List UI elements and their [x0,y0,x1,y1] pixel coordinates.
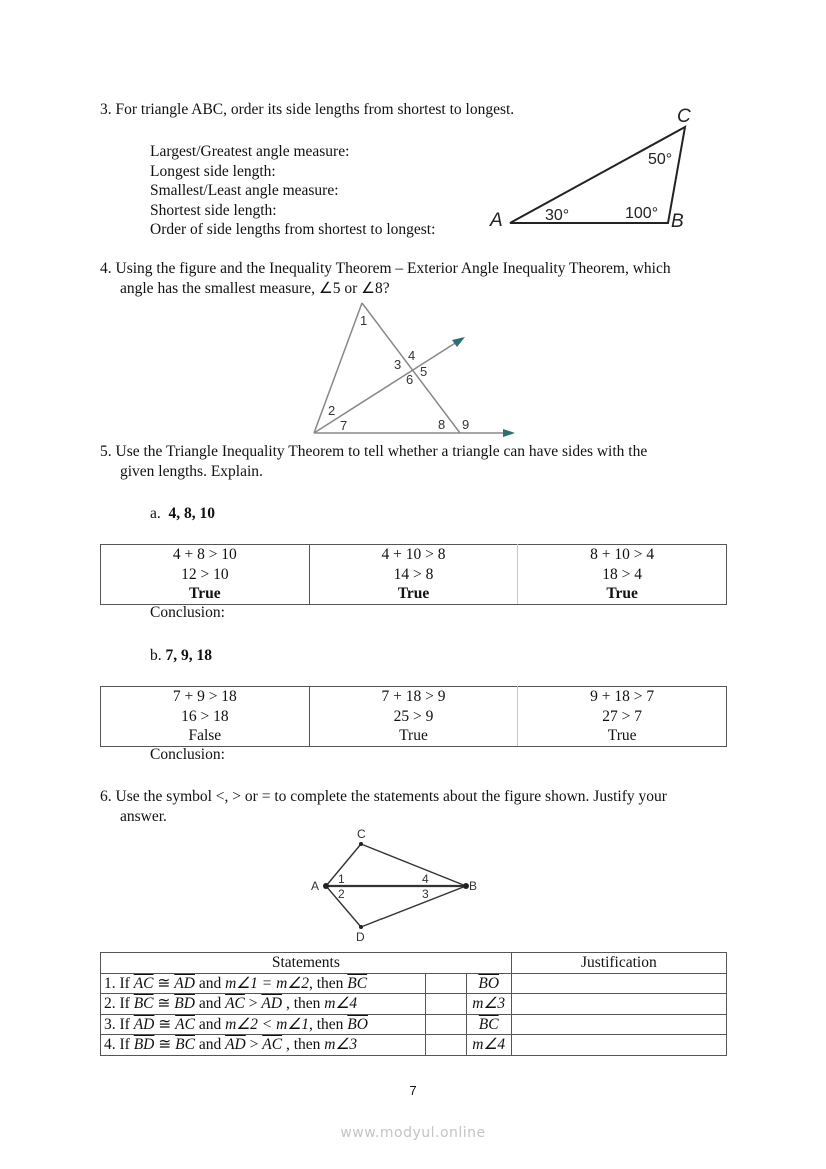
question-3: 3. For triangle ABC, order its side lengths from shortest to longest. [100,101,515,118]
statement-2 [101,994,426,1015]
segment: $\overline{BC}$ [347,974,368,992]
angle-4-label: 4 [422,872,429,886]
relation: ≅ [153,974,175,992]
segment: $\overline{BC}$ [478,1015,499,1033]
segment: $\overline{BC}$ [133,995,154,1012]
segment: $\overline{AC}$ [133,974,154,992]
point-a-dot [323,883,329,889]
then: , then [308,974,348,992]
question-5 [100,442,740,482]
segment: $\overline{AD}$ [174,974,195,992]
verdict: False [188,727,222,744]
header-justification: Justification [511,953,726,974]
segment: $\overline{BC}$ [175,1036,195,1053]
relation: ≅ [154,1036,176,1053]
inequality: 7 + 9 > 18 [172,688,237,705]
header-statements: Statements [101,953,512,974]
triangle-left-side [314,303,362,433]
justification-input-1[interactable] [511,973,726,994]
statement-3 [101,1014,426,1035]
question-6-line2: answer. [120,808,167,825]
part-b-heading [150,647,212,665]
segment: $\overline{AC}$ [175,1015,195,1033]
part-b-conclusion-label: Conclusion: [150,746,225,763]
angle-measure: m∠4 [324,995,358,1012]
vertex-a-label: A [490,210,503,231]
question-5-line1: 5. Use the Triangle Inequality Theorem to tell whether a triangle can have sides with the [100,443,648,460]
table-row [101,973,727,994]
question-4-line1: 4. Using the figure and the Inequality Theorem – Exterior Angle Inequality Theorem, which [100,260,671,277]
part-a-conclusion-label: Conclusion: [150,604,225,621]
statements-table [100,952,727,1056]
part-a-label: a. [150,505,161,522]
segment: $\overline{BD}$ [174,995,195,1012]
answer-input-4[interactable] [426,1035,467,1056]
inequality: 4 + 8 > 10 [172,546,237,563]
angle-5-label: 5 [420,364,428,379]
segment: $\overline{AD}$ [261,995,283,1012]
verdict: True [189,585,221,602]
answer-input-2[interactable] [426,994,467,1015]
relation: > [244,995,262,1012]
part-a-table [100,544,727,605]
segment-cb [361,844,466,886]
part-a-values: 4, 8, 10 [168,505,216,522]
page-number: 7 [409,1083,417,1098]
statement-num: 1. If [104,974,134,992]
question-4 [100,259,740,299]
angle-c-label: 50° [648,151,673,168]
conjunction: and [194,1036,226,1053]
angle-6-label: 6 [406,372,414,387]
triangle-right-side [362,303,460,433]
angle-1-label: 1 [338,872,345,886]
table-row [101,1035,727,1056]
segment: $\overline{BD}$ [133,1036,155,1053]
prompt-longest-side: Longest side length: [150,162,276,180]
part-b-cell-1 [101,687,310,747]
segment: $\overline{BO}$ [478,974,500,992]
verdict: True [397,585,430,602]
part-b-table [100,686,727,747]
prompt-smallest-angle: Smallest/Least angle measure: [150,182,339,199]
condition: m∠2 < m∠1 [225,1015,309,1033]
statement-num: 3. If [104,1015,134,1033]
prompt-order-sides: Order of side lengths from shortest to longest: [150,221,436,238]
part-a-heading [150,505,215,523]
justification-input-2[interactable] [511,994,726,1015]
segment-db [361,886,466,927]
conjunction: and [194,995,226,1012]
result: 18 > 4 [602,565,643,583]
point-d-label: D [356,930,365,944]
statement-2-rhs [466,994,511,1015]
base-arrow-icon [503,429,515,437]
result: 12 > 10 [181,565,229,583]
statement-num: 4. If [104,1036,134,1053]
angle-3-label: 3 [394,357,402,372]
inequality: 8 + 10 > 4 [590,546,655,563]
statement-4-rhs [466,1035,511,1056]
verdict: True [399,727,428,744]
part-b-cell-2 [309,687,518,747]
inequality: 7 + 18 > 9 [381,688,446,705]
relation: ≅ [154,1015,176,1033]
verdict: True [606,585,638,602]
part-b-label: b. [150,647,162,664]
inequality: 9 + 18 > 7 [590,688,655,705]
point-c-dot [359,842,363,846]
answer-input-3[interactable] [426,1014,467,1035]
point-a-label: A [311,879,320,893]
then: , then [282,1036,325,1053]
angle-7-label: 7 [340,418,348,433]
result: 27 > 7 [602,707,643,725]
statement-1-rhs [466,973,511,994]
part-a-cell-1 [101,545,310,605]
angle-4-label: 4 [408,348,416,363]
result: 25 > 9 [393,707,434,725]
part-b-values: 7, 9, 18 [165,647,212,664]
table-row [101,1014,727,1035]
relation: ≅ [153,995,175,1012]
then: , then [282,995,325,1012]
angle-1-label: 1 [360,313,368,328]
statement-1 [101,973,426,994]
angle-measure: m∠3 [472,995,506,1012]
verdict: True [607,727,637,744]
table-row [101,687,727,747]
segment: $\overline{AD}$ [133,1015,155,1033]
inequality: 4 + 10 > 8 [381,546,446,563]
angle-9-label: 9 [462,417,470,432]
table-row [101,545,727,605]
segment: $\overline{AD}$ [225,1036,246,1053]
conjunction: and [194,1015,226,1033]
question-3-prompts [150,142,435,240]
angle-3-label: 3 [422,887,429,901]
kite-figure [300,820,500,945]
question-5-line2: given lengths. Explain. [120,463,263,480]
answer-input-1[interactable] [426,973,467,994]
vertex-c-label: C [677,106,691,127]
intersecting-lines-figure [300,295,530,440]
statement-num: 2. If [104,995,134,1012]
relation: > [245,1036,263,1053]
statement-3-rhs [466,1014,511,1035]
angle-2-label: 2 [328,403,336,418]
part-b-cell-3 [518,687,727,747]
watermark: www.modyul.online [340,1125,486,1141]
justification-input-3[interactable] [511,1014,726,1035]
condition: m∠1 = m∠2 [225,974,309,992]
angle-a-label: 30° [545,207,570,224]
triangle-abc-figure [485,100,705,235]
result: 16 > 18 [181,707,229,725]
part-a-cell-2 [309,545,518,605]
result: 14 > 8 [393,565,434,583]
angle-8-label: 8 [438,417,446,432]
prompt-shortest-side: Shortest side length: [150,201,277,219]
point-b-label: B [469,879,478,893]
prompt-largest-angle: Largest/Greatest angle measure: [150,143,350,160]
angle-measure: m∠3 [324,1036,358,1053]
angle-b-label: 100° [625,205,659,222]
transversal-arrow-icon [452,337,465,347]
triangle-abc-shape [510,127,685,223]
point-d-dot [359,925,363,929]
point-c-label: C [357,827,366,841]
table-row [101,994,727,1015]
part-a-cell-3 [518,545,727,605]
segment: $\overline{BO}$ [347,1015,368,1033]
segment: $\overline{AC}$ [262,1036,283,1053]
angle-measure: m∠4 [472,1036,506,1053]
vertex-b-label: B [671,211,684,232]
question-4-line2: angle has the smallest measure, ∠5 or ∠8? [120,280,390,297]
then: , then [308,1015,348,1033]
angle-2-label: 2 [338,887,345,901]
conjunction: and [194,974,226,992]
statement-4 [101,1035,426,1056]
segment: $\overline{AC}$ [225,995,245,1012]
question-6-line1: 6. Use the symbol <, > or = to complete the statements about the figure shown. Justify your [100,788,667,805]
justification-input-4[interactable] [511,1035,726,1056]
statements-header-row [101,953,727,974]
